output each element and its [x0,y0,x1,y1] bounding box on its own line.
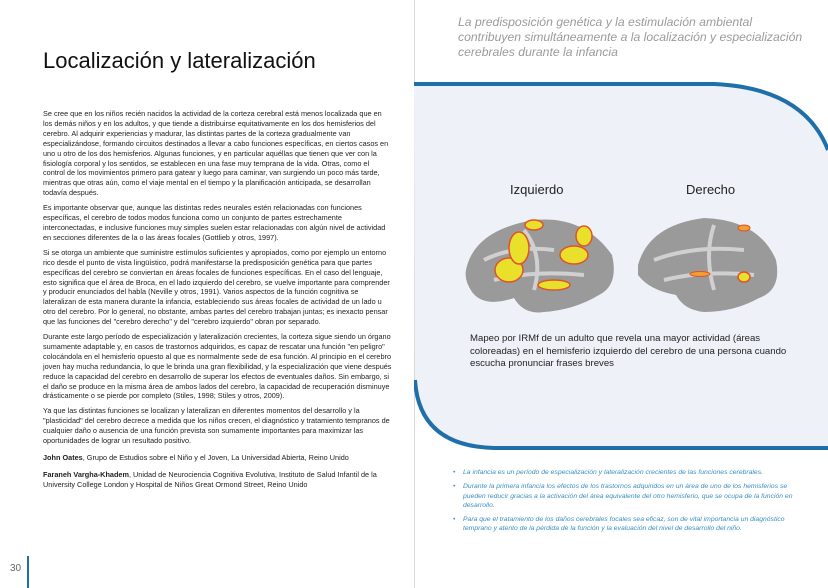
author-name: John Oates [43,453,83,462]
paragraph: Si se otorga un ambiente que suministre estímulos suficientes y apropiados, como por ejemplo un entorno rico desde el punto de vista lingüístico, podrá manifestarse la predisposición genética para que partes específicas del cerebro se conviertan en áreas focales de funciones específicas. En el caso del lenguaje, esto significa que el área de Broca, en el lado izquierdo del cerebro, se vuelve importante para comprender y producir enunciados del habla (Neville y otros, 1991). Varios aspectos de la función cognitiva se lateralizan de esta manera durante la infancia, estableciendo sus áreas focales de actividad de un lado u otro del cerebro. Por lo general, no obstante, ambas partes del cerebro trabajan juntas; es inexacto pensar que las funciones del "cerebro derecho" y del "cerebro izquierdo" obran por separado. [43,247,390,327]
paragraph: Ya que las distintas funciones se localizan y lateralizan en diferentes momentos del desarrollo y la "plasticidad" del cerebro decrece a medida que los niños crecen, el diagnóstico y tratamiento tempranos de cualquier daño o ausencia de una función prevista son sumamente importantes para maximizar las oportunidades de lograr un resultado positivo. [43,406,390,446]
page-number-rule [27,556,29,588]
right-hemisphere-label: Derecho [686,182,736,197]
list-item [453,515,793,534]
author-name: Faraneh Vargha-Khadem [43,469,129,479]
paragraph: Es importante observar que, aunque las distintas redes neurales estén relacionadas con funciones específicas, el cerebro de todos modos funciona como un conjunto de partes estrechamente interconectadas, e inclusive funciones muy simples suelen estar relacionadas con algún nivel de actividad en secciones diferentes de la o las áreas focales (Gottlieb y otros, 1997). [43,203,386,242]
authors [43,453,403,497]
bullet-icon: • [453,469,456,476]
page-number: 30 [10,563,22,574]
author-affiliation: , Grupo de Estudios sobre el Niño y el Joven, La Universidad Abierta, Reino Unido [82,453,349,462]
page-title: Localización y lateralización [43,48,316,73]
list-item-text: Para que el tratamiento de los daños cerebrales focales sea eficaz, son de vital importancia un diagnóstico temprano y atento de la pérdida de la función y la evaluación del nivel de desarrollo del niño. [463,516,785,533]
author [43,470,403,490]
key-points-list [453,468,793,539]
list-item [453,468,793,477]
paragraph: Se cree que en los niños recién nacidos la actividad de la corteza cerebral está menos localizada que en los demás niños y en los adultos, y que tiende a distribuirse equitativamente en los dos hemisferios del cerebro. Al adquirir experiencias y madurar, las distintas partes de la corteza gradualmente van especializándose, formando circuitos destinados a llevar a cabo funciones específicas, en ciertos casos en uno u otro de los dos hemisferios. Algunas funciones, y en particular aquéllas que tienen que ver con la fisiología corporal y los sentidos, se establecen en una fase muy temprana de la vida. Otras, como el control de los movimientos primero para gatear y luego para caminar, van surgiendo un poco más tarde, mientras que otras aún, como el viaje mental en el tiempo y la planificación anticipada, se desarrollan todavía después. [43,109,389,198]
pull-quote: La predisposición genética y la estimulación ambiental contribuyen simultáneamente a la localización y especialización cerebrales durante la infancia [458,15,803,59]
list-item-text: Durante la primera infancia los efectos de los trastornos adquiridos en un área de uno de los hemisferios se pueden reducir gracias a la activación del área equivalente del otro hemisferio, que se ocupa de la función en desarrollo. [463,483,793,509]
paragraph: Durante este largo período de especialización y lateralización crecientes, la corteza sigue siendo un órgano sumamente adaptable y, en casos de trastornos adquiridos, es capaz de rescatar una función "en peligro" colocándola en el hemisferio opuesto al que es normalmente sede de esa función. Al principio en el cerebro joven hay mucha redundancia, lo que le brinda una gran flexibilidad, y la especialización que viene después reduce la capacidad del cerebro en desarrollo de superar los efectos de eventuales daños. Sin embargo, si el daño se produce en la misma área de ambos lados del cerebro, la capacidad de recuperación disminuye drásticamente o se pierde por completo (Stiles, 1998; Stiles y otros, 2009). [43,332,392,401]
list-item [453,482,793,510]
author [43,453,403,463]
bullet-icon: • [453,516,456,524]
author-affiliation: , Unidad de Neurociencia Cognitiva Evolutiva, Instituto de Salud Infantil de la University College London y Hospital de Niños Great Ormond Street, Reino Unido [43,469,377,489]
body-text [43,109,393,451]
figure-panel [414,80,828,455]
bullet-icon: • [453,483,456,491]
figure-caption: Mapeo por IRMf de un adulto que revela una mayor actividad (áreas coloreadas) en el hemisferio izquierdo del cerebro de una persona cuando escucha pronunciar frases breves [470,333,787,369]
list-item-text: La infancia es un período de especialización y lateralización crecientes de las funciones cerebrales. [463,469,763,476]
left-hemisphere-label: Izquierdo [510,182,564,197]
